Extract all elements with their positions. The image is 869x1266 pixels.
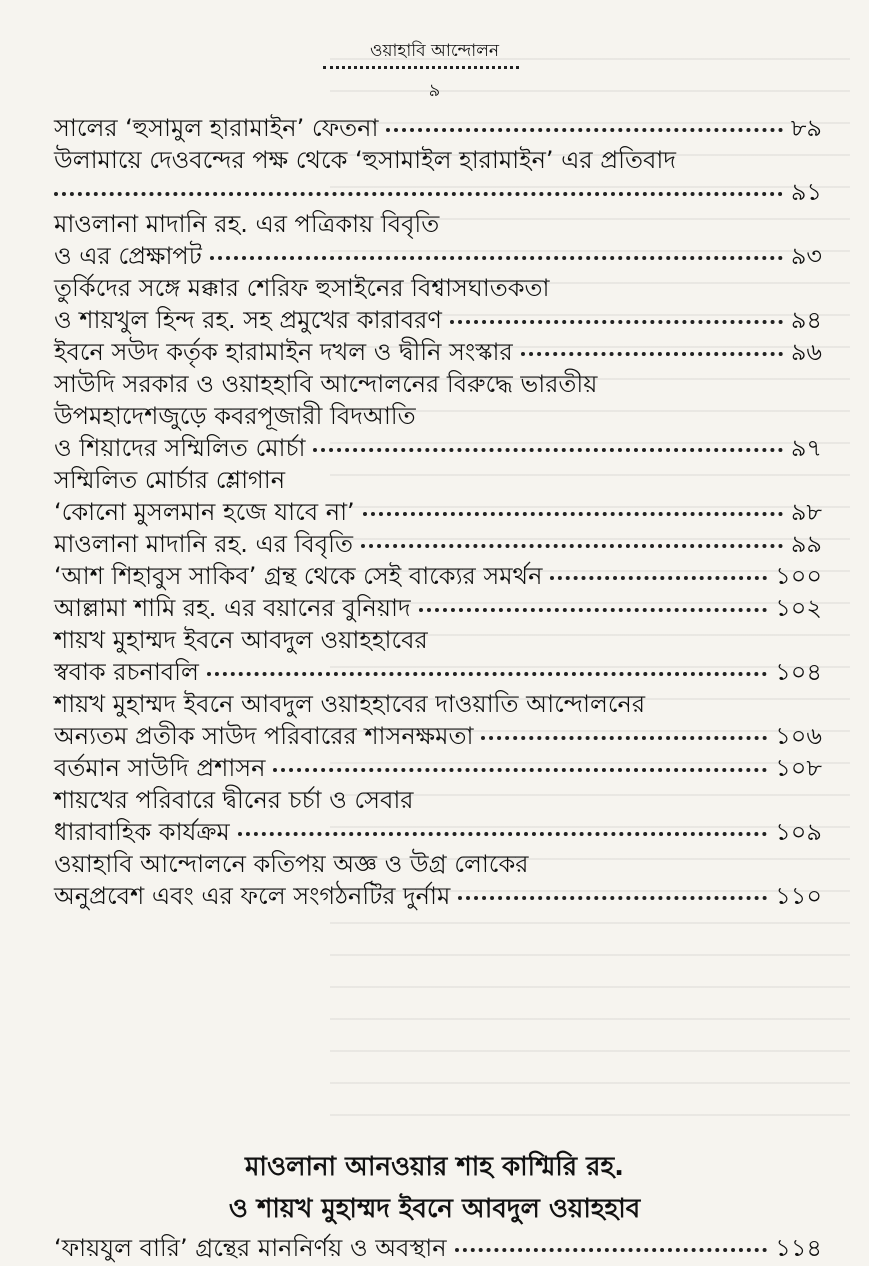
toc-line: ‘ফায়যুল বারি’ গ্রন্থের মাননির্ণয় ও অবস্থান ১১৪ <box>54 1234 822 1262</box>
toc-line: ও এর প্রেক্ষাপট ৯৩ <box>54 242 822 270</box>
toc-line: উপমহাদেশজুড়ে কবরপূজারী বিদআতি <box>54 402 416 430</box>
toc-line: মাওলানা মাদানি রহ. এর বিবৃতি ৯৯ <box>54 530 822 558</box>
toc-line: অন্যতম প্রতীক সাউদ পরিবারের শাসনক্ষমতা ১০৬ <box>54 722 822 750</box>
page-number: ৯ <box>428 80 441 101</box>
toc-line: বর্তমান সাউদি প্রশাসন ১০৮ <box>54 754 822 782</box>
toc-line: তুর্কিদের সঙ্গে মক্কার শেরিফ হুসাইনের বিশ্বাসঘাতকতা <box>54 274 550 302</box>
toc-line: ও শায়খুল হিন্দ রহ. সহ প্রমুখের কারাবরণ ৯৪ <box>54 306 822 334</box>
toc-line: উলামায়ে দেওবন্দের পক্ষ থেকে ‘হুসামাইল হারামাইন’ এর প্রতিবাদ <box>54 146 676 174</box>
header-dotted-rule <box>323 66 519 69</box>
running-title: ওয়াহাবি আন্দোলন <box>369 41 500 61</box>
toc-line: সালের ‘হুসামুল হারামাইন’ ফেতনা ৮৯ <box>54 114 822 142</box>
toc-line: ৯১ <box>54 176 822 208</box>
table-of-contents <box>54 112 822 912</box>
toc-line: ‘আশ শিহাবুস সাকিব’ গ্রন্থ থেকে সেই বাক্যের সমর্থন ১০০ <box>54 562 822 590</box>
toc-line: শায়খ মুহাম্মদ ইবনে আবদুল ওয়াহহাবের দাওয়াতি আন্দোলনের <box>54 690 646 718</box>
toc-line: ধারাবাহিক কার্যক্রম ১০৯ <box>54 818 822 846</box>
toc-line: ইবনে সউদ কর্তৃক হারামাইন দখল ও দ্বীনি সংস্কার ৯৬ <box>54 338 822 366</box>
toc-line: মাওলানা মাদানি রহ. এর পত্রিকায় বিবৃতি <box>54 210 440 238</box>
toc-line: অনুপ্রবেশ এবং এর ফলে সংগঠনটির দুর্নাম ১১০ <box>54 882 822 910</box>
toc-line: শায়খের পরিবারে দ্বীনের চর্চা ও সেবার <box>54 786 414 814</box>
toc-line: ও শিয়াদের সম্মিলিত মোর্চা ৯৭ <box>54 434 822 462</box>
toc-line: আল্লামা শামি রহ. এর বয়ানের বুনিয়াদ ১০২ <box>54 594 822 622</box>
section-entries <box>54 1232 822 1264</box>
toc-line: সম্মিলিত মোর্চার শ্লোগান <box>54 466 286 494</box>
toc-line: স্ববাক রচনাবলি ১০৪ <box>54 658 822 686</box>
toc-line: শায়খ মুহাম্মদ ইবনে আবদুল ওয়াহহাবের <box>54 626 428 654</box>
section-heading-line-1: মাওলানা আনওয়ার শাহ কাশ্মিরি রহ. <box>244 1152 624 1182</box>
toc-line: ওয়াহাবি আন্দোলনে কতিপয় অজ্ঞ ও উগ্র লোকের <box>54 850 529 878</box>
toc-line: সাউদি সরকার ও ওয়াহহাবি আন্দোলনের বিরুদ্ধে ভারতীয় <box>54 370 598 398</box>
toc-line: ‘কোনো মুসলমান হজে যাবে না’ ৯৮ <box>54 498 822 526</box>
section-heading-line-2: ও শায়খ মুহাম্মদ ইবনে আবদুল ওয়াহহাব <box>228 1194 641 1224</box>
